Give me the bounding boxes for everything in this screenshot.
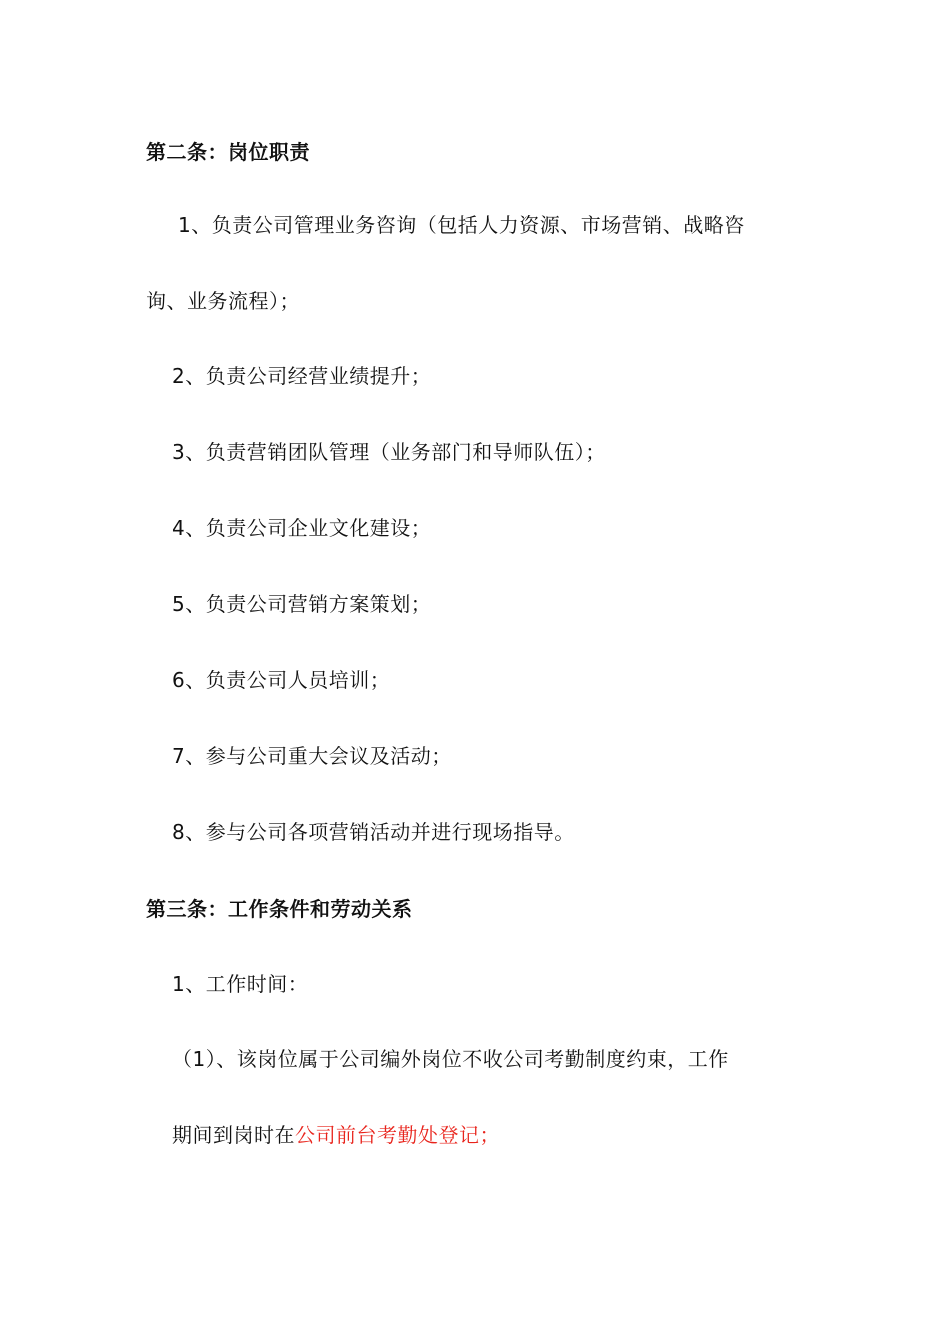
duty-item-3: 3、负责营销团队管理（业务部门和导师队伍）； <box>172 440 606 464</box>
condition-sub-1-text: 期间到岗时在 <box>172 1123 295 1147</box>
duty-item-6: 6、负责公司人员培训； <box>172 668 391 692</box>
condition-item-1: 1、工作时间： <box>172 972 309 996</box>
duty-item-7: 7、参与公司重大会议及活动； <box>172 744 452 768</box>
duty-item-2: 2、负责公司经营业绩提升； <box>172 364 432 388</box>
condition-sub-1-line-1: （1）、该岗位属于公司编外岗位不收公司考勤制度约束，工作 <box>172 1047 729 1071</box>
duty-item-1-line-1: 1、负责公司管理业务咨询（包括人力资源、市场营销、战略咨 <box>178 213 745 237</box>
duty-item-8: 8、参与公司各项营销活动并进行现场指导。 <box>172 820 575 844</box>
condition-sub-1-line-2 <box>172 1123 500 1147</box>
duty-item-4: 4、负责公司企业文化建设； <box>172 516 432 540</box>
duty-item-5: 5、负责公司营销方案策划； <box>172 592 432 616</box>
section-3-heading: 第三条：工作条件和劳动关系 <box>146 897 413 921</box>
section-2-heading: 第二条：岗位职责 <box>146 140 310 164</box>
duty-item-1-line-2: 询、业务流程）； <box>146 289 300 313</box>
highlighted-registration-text: 公司前台考勤处登记； <box>295 1123 500 1147</box>
